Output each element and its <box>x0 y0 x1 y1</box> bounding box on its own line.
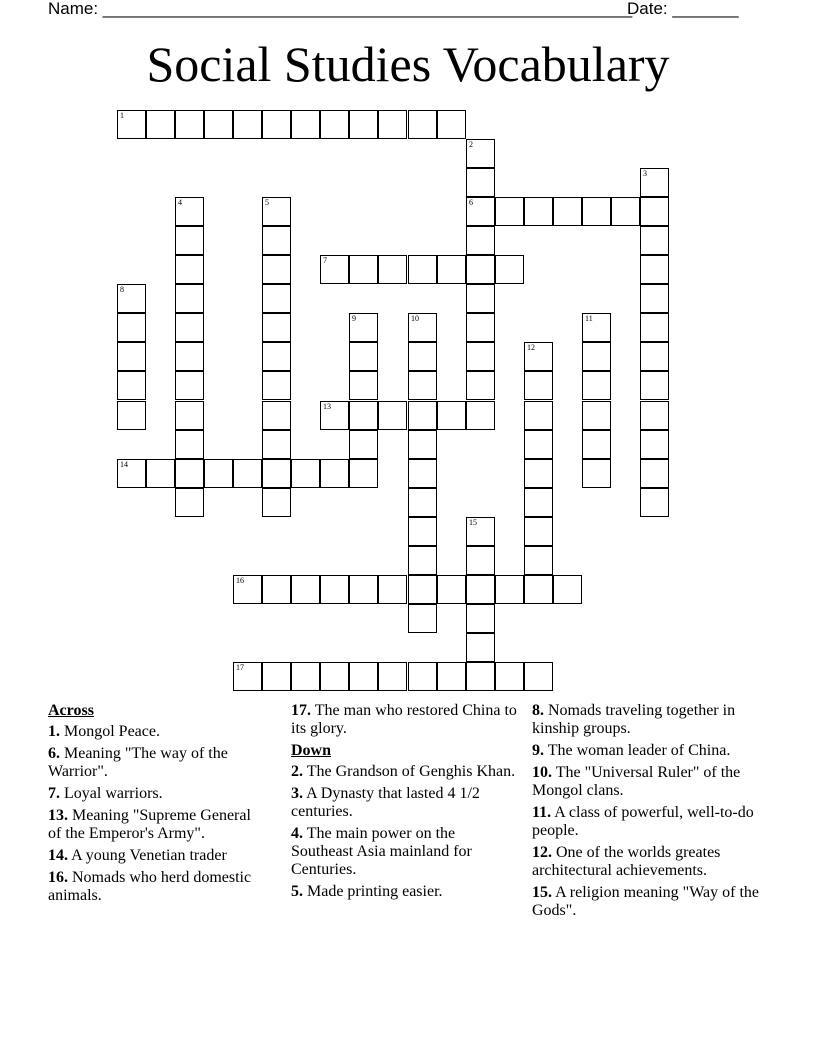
cell-number: 4 <box>178 198 182 207</box>
cell-number: 15 <box>469 518 477 527</box>
crossword-cell[interactable] <box>524 488 553 517</box>
name-field[interactable]: Name: ________________________________________________________ <box>48 0 633 18</box>
crossword-cell[interactable] <box>408 401 437 430</box>
cell-number: 14 <box>120 460 128 469</box>
clue-across-1 <box>48 723 268 741</box>
crossword-cell[interactable] <box>378 110 407 139</box>
clue-text: Made printing easier. <box>307 883 443 900</box>
crossword-cell[interactable] <box>582 313 611 342</box>
clue-down-9 <box>532 742 762 760</box>
crossword-cell[interactable] <box>408 313 437 342</box>
clue-text: The main power on the Southeast Asia mainland for Centuries. <box>291 825 472 878</box>
down-heading: Down <box>291 742 332 759</box>
crossword-cell[interactable] <box>320 662 349 691</box>
clue-text: Loyal warriors. <box>64 785 163 802</box>
clue-text: Mongol Peace. <box>64 723 160 740</box>
crossword-cell[interactable] <box>640 459 669 488</box>
crossword-cell[interactable] <box>524 342 553 371</box>
crossword-cell[interactable] <box>640 168 669 197</box>
crossword-cell[interactable] <box>640 255 669 284</box>
crossword-cell[interactable] <box>262 401 291 430</box>
clue-text: A Dynasty that lasted 4 1/2 centuries. <box>291 785 480 820</box>
crossword-cell[interactable] <box>175 371 204 400</box>
crossword-cell[interactable] <box>349 342 378 371</box>
crossword-cell[interactable] <box>466 255 495 284</box>
crossword-cell[interactable] <box>262 488 291 517</box>
crossword-cell[interactable] <box>233 110 262 139</box>
crossword-cell[interactable] <box>349 459 378 488</box>
clue-number: 13. <box>48 807 68 824</box>
page-title: Social Studies Vocabulary <box>146 36 670 92</box>
crossword-cell[interactable] <box>233 662 262 691</box>
crossword-cell[interactable] <box>582 459 611 488</box>
crossword-cell[interactable] <box>524 575 553 604</box>
crossword-cell[interactable] <box>524 197 553 226</box>
clue-down-8 <box>532 702 762 738</box>
crossword-cell[interactable] <box>640 313 669 342</box>
crossword-cell[interactable] <box>582 371 611 400</box>
crossword-cell[interactable] <box>262 110 291 139</box>
cell-number: 8 <box>120 285 124 294</box>
crossword-cell[interactable] <box>146 110 175 139</box>
crossword-cell[interactable] <box>466 226 495 255</box>
crossword-cell[interactable] <box>408 575 437 604</box>
crossword-cell[interactable] <box>437 110 466 139</box>
crossword-cell[interactable] <box>466 313 495 342</box>
clue-column-1 <box>48 702 268 909</box>
clue-column-3 <box>532 702 762 924</box>
crossword-cell[interactable] <box>378 662 407 691</box>
crossword-cell[interactable] <box>117 342 146 371</box>
crossword-cell[interactable] <box>349 430 378 459</box>
crossword-cell[interactable] <box>524 546 553 575</box>
crossword-cell[interactable] <box>553 197 582 226</box>
crossword-cell[interactable] <box>466 139 495 168</box>
crossword-cell[interactable] <box>582 342 611 371</box>
crossword-cell[interactable] <box>495 255 524 284</box>
cell-number: 11 <box>585 314 593 323</box>
crossword-cell[interactable] <box>466 575 495 604</box>
crossword-cell[interactable] <box>349 575 378 604</box>
crossword-cell[interactable] <box>349 110 378 139</box>
clue-number: 15. <box>532 884 552 901</box>
crossword-cell[interactable] <box>408 342 437 371</box>
crossword-cell[interactable] <box>408 662 437 691</box>
cell-number: 6 <box>469 198 473 207</box>
crossword-cell[interactable] <box>233 575 262 604</box>
across-heading: Across <box>48 702 94 719</box>
clue-number: 6. <box>48 745 60 762</box>
crossword-cell[interactable] <box>466 517 495 546</box>
crossword-cell[interactable] <box>175 226 204 255</box>
crossword-cell[interactable] <box>117 110 146 139</box>
crossword-cell[interactable] <box>175 255 204 284</box>
crossword-cell[interactable] <box>437 662 466 691</box>
crossword-cell[interactable] <box>117 401 146 430</box>
crossword-cell[interactable] <box>408 255 437 284</box>
crossword-cell[interactable] <box>291 662 320 691</box>
crossword-cell[interactable] <box>466 633 495 662</box>
clue-number: 9. <box>532 742 544 759</box>
crossword-cell[interactable] <box>291 459 320 488</box>
crossword-cell[interactable] <box>175 488 204 517</box>
clue-number: 11. <box>532 804 552 821</box>
crossword-cell[interactable] <box>262 226 291 255</box>
crossword-cell[interactable] <box>524 401 553 430</box>
clue-text: A young Venetian trader <box>71 847 227 864</box>
clue-down-11 <box>532 804 762 840</box>
crossword-cell[interactable] <box>175 110 204 139</box>
crossword-cell[interactable] <box>117 284 146 313</box>
crossword-cell[interactable] <box>466 342 495 371</box>
clue-text: The "Universal Ruler" of the Mongol clans. <box>532 764 741 799</box>
clue-down-10 <box>532 764 762 800</box>
crossword-cell[interactable] <box>349 401 378 430</box>
crossword-cell[interactable] <box>408 546 437 575</box>
cell-number: 16 <box>236 576 244 585</box>
crossword-cell[interactable] <box>378 575 407 604</box>
crossword-cell[interactable] <box>640 342 669 371</box>
clue-across-7 <box>48 785 268 803</box>
clue-number: 7. <box>48 785 60 802</box>
clue-number: 12. <box>532 844 552 861</box>
crossword-cell[interactable] <box>349 313 378 342</box>
crossword-cell[interactable] <box>640 226 669 255</box>
crossword-cell[interactable] <box>175 197 204 226</box>
crossword-cell[interactable] <box>640 430 669 459</box>
crossword-cell[interactable] <box>437 575 466 604</box>
crossword-cell[interactable] <box>262 313 291 342</box>
cell-number: 3 <box>643 169 647 178</box>
crossword-cell[interactable] <box>262 371 291 400</box>
crossword-cell[interactable] <box>553 575 582 604</box>
crossword-cell[interactable] <box>262 575 291 604</box>
crossword-cell[interactable] <box>466 546 495 575</box>
crossword-cell[interactable] <box>378 255 407 284</box>
crossword-cell[interactable] <box>233 459 262 488</box>
crossword-cell[interactable] <box>262 430 291 459</box>
crossword-cell[interactable] <box>175 401 204 430</box>
crossword-cell[interactable] <box>320 255 349 284</box>
crossword-cell[interactable] <box>640 197 669 226</box>
crossword-cell[interactable] <box>320 575 349 604</box>
crossword-cell[interactable] <box>262 342 291 371</box>
crossword-cell[interactable] <box>262 197 291 226</box>
clue-number: 10. <box>532 764 552 781</box>
crossword-cell[interactable] <box>175 284 204 313</box>
crossword-cell[interactable] <box>437 255 466 284</box>
crossword-cell[interactable] <box>320 401 349 430</box>
crossword-cell[interactable] <box>262 459 291 488</box>
crossword-cell[interactable] <box>640 371 669 400</box>
date-field[interactable]: Date: _______ <box>627 0 739 18</box>
clue-across-17 <box>291 702 521 738</box>
clue-text: The Grandson of Genghis Khan. <box>306 763 516 780</box>
crossword-cell[interactable] <box>378 401 407 430</box>
crossword-cell[interactable] <box>408 430 437 459</box>
clue-down-5 <box>291 883 521 901</box>
crossword-cell[interactable] <box>524 371 553 400</box>
crossword-cell[interactable] <box>262 662 291 691</box>
clue-text: Nomads traveling together in kinship groups. <box>532 702 736 737</box>
clue-down-12 <box>532 844 762 880</box>
clue-down-3 <box>291 785 521 821</box>
crossword-cell[interactable] <box>408 371 437 400</box>
crossword-cell[interactable] <box>466 401 495 430</box>
crossword-cell[interactable] <box>349 255 378 284</box>
crossword-cell[interactable] <box>146 459 175 488</box>
clue-number: 16. <box>48 869 68 886</box>
crossword-cell[interactable] <box>495 575 524 604</box>
clue-number: 4. <box>291 825 303 842</box>
crossword-cell[interactable] <box>466 284 495 313</box>
crossword-cell[interactable] <box>524 662 553 691</box>
cell-number: 12 <box>527 343 535 352</box>
crossword-cell[interactable] <box>437 401 466 430</box>
clue-number: 14. <box>48 847 68 864</box>
cell-number: 5 <box>265 198 269 207</box>
clue-number: 5. <box>291 883 303 900</box>
clue-column-2 <box>291 702 521 905</box>
crossword-cell[interactable] <box>582 401 611 430</box>
crossword-cell[interactable] <box>524 430 553 459</box>
crossword-cell[interactable] <box>291 575 320 604</box>
crossword-cell[interactable] <box>408 517 437 546</box>
cell-number: 2 <box>469 140 473 149</box>
crossword-cell[interactable] <box>320 459 349 488</box>
clue-text: Meaning "Supreme General of the Emperor's Army". <box>48 807 251 842</box>
crossword-cell[interactable] <box>117 313 146 342</box>
crossword-cell[interactable] <box>204 110 233 139</box>
crossword-cell[interactable] <box>175 459 204 488</box>
clue-down-15 <box>532 884 762 920</box>
crossword-cell[interactable] <box>349 371 378 400</box>
clue-text: Nomads who herd domestic animals. <box>48 869 252 904</box>
crossword-cell[interactable] <box>582 430 611 459</box>
crossword-cell[interactable] <box>204 459 233 488</box>
clue-text: A class of powerful, well-to-do people. <box>532 804 754 839</box>
cell-number: 9 <box>352 314 356 323</box>
crossword-cell[interactable] <box>262 284 291 313</box>
clue-text: One of the worlds greates architectural achievements. <box>532 844 721 879</box>
cell-number: 1 <box>120 111 124 120</box>
clue-across-14 <box>48 847 268 865</box>
clue-text: The woman leader of China. <box>547 742 731 759</box>
clue-number: 17. <box>291 702 311 719</box>
crossword-cell[interactable] <box>640 284 669 313</box>
crossword-cell[interactable] <box>175 430 204 459</box>
crossword-cell[interactable] <box>408 110 437 139</box>
crossword-cell[interactable] <box>524 517 553 546</box>
crossword-cell[interactable] <box>175 342 204 371</box>
clue-number: 8. <box>532 702 544 719</box>
crossword-cell[interactable] <box>408 459 437 488</box>
crossword-cell[interactable] <box>408 604 437 633</box>
clue-text: Meaning "The way of the Warrior". <box>48 745 228 780</box>
crossword-cell[interactable] <box>320 110 349 139</box>
cell-number: 13 <box>323 402 331 411</box>
cell-number: 7 <box>323 256 327 265</box>
crossword-cell[interactable] <box>611 197 640 226</box>
clue-text: A religion meaning "Way of the Gods". <box>532 884 759 919</box>
clue-down-2 <box>291 763 521 781</box>
crossword-cell[interactable] <box>640 401 669 430</box>
crossword-cell[interactable] <box>408 488 437 517</box>
cell-number: 10 <box>411 314 419 323</box>
crossword-cell[interactable] <box>640 488 669 517</box>
crossword-cell[interactable] <box>466 604 495 633</box>
cell-number: 17 <box>236 663 244 672</box>
crossword-cell[interactable] <box>349 662 378 691</box>
crossword-cell[interactable] <box>466 168 495 197</box>
crossword-cell[interactable] <box>175 313 204 342</box>
crossword-cell[interactable] <box>466 197 495 226</box>
crossword-cell[interactable] <box>466 662 495 691</box>
clue-text: The man who restored China to its glory. <box>291 702 517 737</box>
clue-number: 1. <box>48 723 60 740</box>
clue-across-16 <box>48 869 268 905</box>
crossword-cell[interactable] <box>524 459 553 488</box>
clue-across-13 <box>48 807 268 843</box>
crossword-cell[interactable] <box>117 371 146 400</box>
crossword-cell[interactable] <box>262 255 291 284</box>
crossword-cell[interactable] <box>117 459 146 488</box>
clue-number: 2. <box>291 763 303 780</box>
clue-number: 3. <box>291 785 303 802</box>
crossword-cell[interactable] <box>495 197 524 226</box>
clue-across-6 <box>48 745 268 781</box>
crossword-cell[interactable] <box>466 371 495 400</box>
clue-down-4 <box>291 825 521 879</box>
crossword-cell[interactable] <box>495 662 524 691</box>
crossword-cell[interactable] <box>291 110 320 139</box>
crossword-cell[interactable] <box>582 197 611 226</box>
